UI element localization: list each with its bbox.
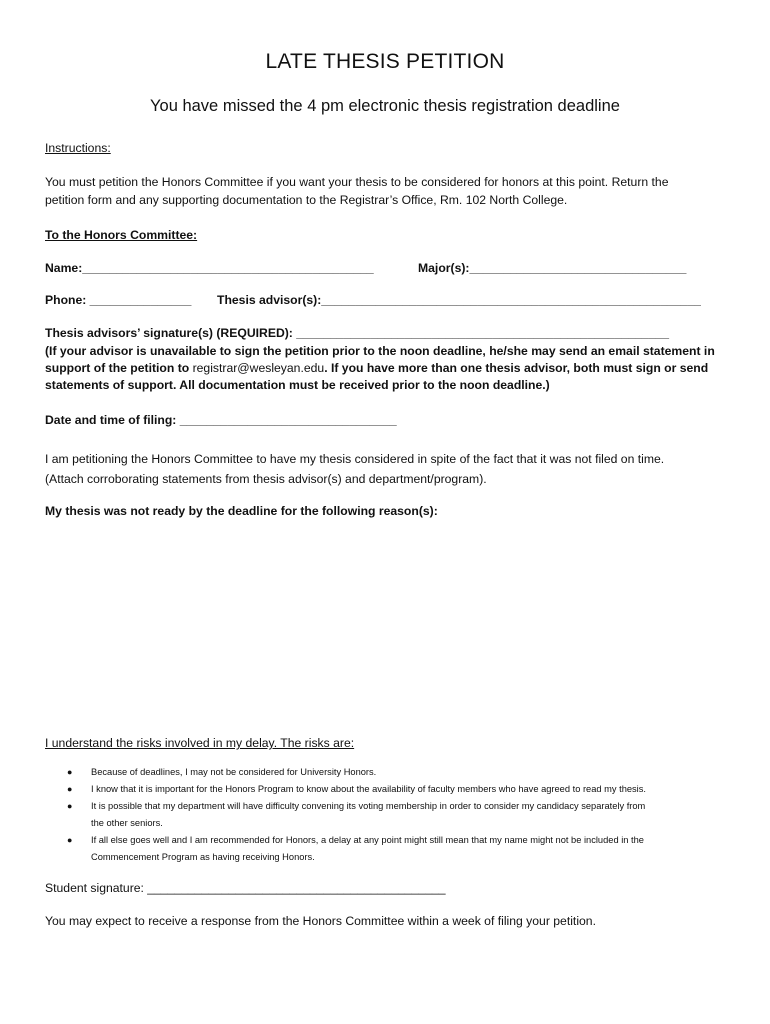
advisor-note-line-3: statements of support. All documentation must be received prior to the noon deadline.) (45, 378, 550, 392)
instructions-label: Instructions: (45, 141, 111, 155)
risk-text: Because of deadlines, I may not be considered for University Honors. (91, 767, 377, 777)
list-item (0, 832, 770, 866)
bullet-icon: ● (67, 784, 73, 794)
thesis-advisor-field[interactable]: Thesis advisor(s):________________________________________________________ (217, 293, 701, 307)
advisor-note-line-2 (45, 359, 708, 377)
list-item (0, 764, 770, 781)
registrar-email-link[interactable]: registrar@wesleyan.edu (192, 361, 325, 375)
major-field[interactable]: Major(s):________________________________ (418, 261, 687, 275)
risk-text-continued: the other seniors. (91, 818, 163, 828)
instructions-line-2: petition form and any supporting documentation to the Registrar’s Office, Rm. 102 North College. (45, 193, 568, 207)
bullet-icon: ● (67, 767, 73, 777)
page-title: LATE THESIS PETITION (265, 50, 505, 73)
reasons-label: My thesis was not ready by the deadline for the following reason(s): (45, 504, 438, 518)
response-note: You may expect to receive a response from the Honors Committee within a week of filing your petition. (45, 914, 596, 928)
reasons-writing-area[interactable] (45, 524, 725, 724)
risk-text: It is possible that my department will have difficulty convening its voting membership in order to consider my candidacy separately from (91, 801, 646, 811)
phone-field[interactable]: Phone: _______________ (45, 293, 192, 307)
risk-text-continued: Commencement Program as having receiving Honors. (91, 852, 315, 862)
bullet-icon: ● (67, 801, 73, 811)
advisor-note-text-a: support of the petition to (45, 361, 193, 375)
petition-line-2: (Attach corroborating statements from thesis advisor(s) and department/program). (45, 472, 487, 486)
risk-text: If all else goes well and I am recommended for Honors, a delay at any point might still mean that my name might not be included in the (91, 835, 644, 845)
advisor-note-line-1: (If your advisor is unavailable to sign the petition prior to the noon deadline, he/she may send an email statement in (45, 344, 715, 358)
date-field[interactable]: Date and time of filing: ________________________________ (45, 413, 397, 427)
name-field[interactable]: Name:___________________________________________ (45, 261, 374, 275)
risk-text: I know that it is important for the Honors Program to know about the availability of faculty members who have agreed to read my thesis. (91, 784, 646, 794)
list-item (0, 781, 770, 798)
bullet-icon: ● (67, 835, 73, 845)
advisor-note-text-b: . If you have more than one thesis advisor, both must sign or send (324, 361, 709, 375)
page-subtitle: You have missed the 4 pm electronic thesis registration deadline (150, 97, 620, 115)
to-committee-heading: To the Honors Committee: (45, 228, 198, 242)
student-signature-field[interactable]: Student signature: ____________________________________________ (45, 881, 446, 895)
petition-line-1: I am petitioning the Honors Committee to have my thesis considered in spite of the fact that it was not filed on time. (45, 452, 665, 466)
instructions-line-1: You must petition the Honors Committee if you want your thesis to be considered for honors at this point. Return the (45, 175, 669, 189)
advisor-signature-field[interactable]: Thesis advisors’ signature(s) (REQUIRED): _______________________________________________________ (45, 326, 670, 340)
risks-heading: I understand the risks involved in my delay. The risks are: (45, 736, 355, 750)
list-item (0, 798, 770, 832)
